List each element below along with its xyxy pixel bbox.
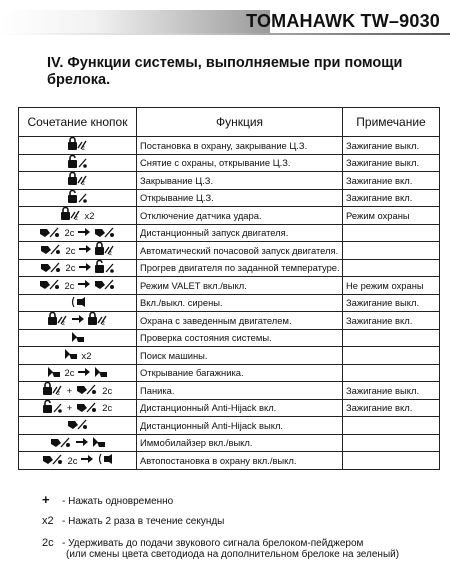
engine-icon bbox=[38, 277, 62, 293]
header-function: Функция bbox=[137, 108, 343, 137]
unlock-icon bbox=[42, 400, 64, 416]
button-combo-cell bbox=[19, 259, 137, 277]
note-cell bbox=[343, 242, 440, 260]
lock-icon bbox=[47, 312, 69, 328]
engine-icon bbox=[41, 452, 65, 468]
combo-modifier: + bbox=[66, 384, 73, 396]
lock-icon bbox=[42, 382, 64, 398]
function-cell: Вкл./выкл. сирены. bbox=[137, 294, 343, 312]
table-row bbox=[19, 242, 440, 260]
lock-icon bbox=[67, 172, 89, 188]
arrow-icon bbox=[75, 437, 89, 449]
trunk-icon bbox=[91, 435, 107, 451]
engine-icon bbox=[39, 242, 63, 258]
legend-item bbox=[42, 492, 173, 507]
combo-modifier: 2c bbox=[65, 262, 76, 274]
combo-modifier: 2c bbox=[64, 227, 75, 239]
note-cell: Зажигание выкл. bbox=[343, 382, 440, 400]
button-combo-cell bbox=[19, 399, 137, 417]
function-cell: Проверка состояния системы. bbox=[137, 329, 343, 347]
arrow-icon bbox=[80, 454, 94, 466]
combo-modifier: x2 bbox=[84, 209, 95, 221]
button-combo-cell bbox=[19, 224, 137, 242]
table-row bbox=[19, 312, 440, 330]
trunk-icon bbox=[63, 347, 79, 363]
table-body bbox=[19, 137, 440, 470]
function-cell: Постановка в охрану, закрывание Ц.З. bbox=[137, 137, 343, 155]
note-cell bbox=[343, 364, 440, 382]
function-cell: Паника. bbox=[137, 382, 343, 400]
arrow-icon bbox=[78, 262, 92, 274]
trunk-icon bbox=[46, 365, 62, 381]
svg-text:z: z bbox=[81, 146, 85, 152]
engine-icon bbox=[39, 260, 63, 276]
button-combo-cell bbox=[19, 242, 137, 260]
table-row bbox=[19, 259, 440, 277]
table-row bbox=[19, 207, 440, 225]
table-row bbox=[19, 277, 440, 295]
note-cell bbox=[343, 329, 440, 347]
note-cell: Зажигание выкл. bbox=[343, 154, 440, 172]
table-row bbox=[19, 434, 440, 452]
table-row bbox=[19, 364, 440, 382]
legend-text: - Нажать одновременно bbox=[62, 496, 174, 507]
engine-icon bbox=[66, 417, 90, 433]
function-cell: Открывание Ц.З. bbox=[137, 189, 343, 207]
unlock-icon bbox=[67, 155, 89, 171]
legend-item bbox=[42, 549, 399, 560]
siren-icon bbox=[96, 452, 114, 468]
button-combo-cell bbox=[19, 277, 137, 295]
header-gradient bbox=[0, 10, 270, 34]
function-cell: Закрывание Ц.З. bbox=[137, 172, 343, 190]
arrow-icon bbox=[78, 244, 92, 256]
svg-text:z: z bbox=[61, 321, 65, 327]
table-row bbox=[19, 399, 440, 417]
button-combo-cell bbox=[19, 347, 137, 365]
svg-text:z: z bbox=[74, 216, 78, 222]
function-cell: Режим VALET вкл./выкл. bbox=[137, 277, 343, 295]
button-combo-cell bbox=[19, 189, 137, 207]
function-cell: Прогрев двигателя по заданной температуре. bbox=[137, 259, 343, 277]
note-cell: Не режим охраны bbox=[343, 277, 440, 295]
function-cell: Дистанционный Anti-Hijack выкл. bbox=[137, 417, 343, 435]
function-cell: Иммобилайзер вкл./выкл. bbox=[137, 434, 343, 452]
note-cell: Зажигание выкл. bbox=[343, 137, 440, 155]
svg-text:z: z bbox=[81, 181, 85, 187]
button-combo-cell bbox=[19, 294, 137, 312]
lock-icon bbox=[60, 207, 82, 223]
svg-text:z: z bbox=[109, 251, 113, 257]
table-row bbox=[19, 452, 440, 470]
legend-item bbox=[42, 515, 224, 527]
combo-modifier: 2c bbox=[102, 384, 113, 396]
function-cell: Автоматический почасовой запуск двигателя. bbox=[137, 242, 343, 260]
engine-icon bbox=[93, 225, 117, 241]
header-bar bbox=[0, 6, 450, 36]
combo-modifier: 2c bbox=[102, 402, 113, 414]
function-cell: Открывание багажника. bbox=[137, 364, 343, 382]
combo-modifier: 2c bbox=[64, 279, 75, 291]
trunk-icon bbox=[93, 365, 109, 381]
function-cell: Отключение датчика удара. bbox=[137, 207, 343, 225]
table-row bbox=[19, 347, 440, 365]
button-combo-cell bbox=[19, 329, 137, 347]
note-cell: Режим охраны bbox=[343, 207, 440, 225]
unlock-icon bbox=[94, 260, 116, 276]
function-cell: Снятие с охраны, открывание Ц.З. bbox=[137, 154, 343, 172]
combo-modifier: 2c bbox=[67, 454, 78, 466]
svg-text:z: z bbox=[101, 321, 105, 327]
lock-icon bbox=[87, 312, 109, 328]
legend-key: 2c bbox=[42, 537, 54, 549]
header-combo: Сочетание кнопок bbox=[19, 108, 137, 137]
table-header-row bbox=[19, 108, 440, 137]
engine-icon bbox=[93, 277, 117, 293]
note-cell bbox=[343, 434, 440, 452]
svg-text:z: z bbox=[56, 391, 60, 397]
header-rule bbox=[0, 33, 450, 35]
table-row bbox=[19, 172, 440, 190]
combo-modifier: + bbox=[66, 402, 73, 414]
legend-text: - Нажать 2 раза в течение секунды bbox=[62, 516, 225, 527]
lock-icon bbox=[94, 242, 116, 258]
function-cell: Поиск машины. bbox=[137, 347, 343, 365]
button-combo-cell bbox=[19, 172, 137, 190]
note-cell: Зажигание вкл. bbox=[343, 189, 440, 207]
button-combo-cell bbox=[19, 207, 137, 225]
table-row bbox=[19, 137, 440, 155]
button-combo-cell bbox=[19, 312, 137, 330]
legend-text: - Удерживать до подачи звукового сигнала брелоком-пейджером bbox=[62, 538, 364, 549]
button-combo-cell bbox=[19, 417, 137, 435]
function-cell: Охрана с заведенным двигателем. bbox=[137, 312, 343, 330]
table-row bbox=[19, 329, 440, 347]
note-cell bbox=[343, 452, 440, 470]
button-combo-cell bbox=[19, 382, 137, 400]
table-row bbox=[19, 294, 440, 312]
lock-icon bbox=[67, 137, 89, 153]
combo-modifier: 2c bbox=[64, 367, 75, 379]
button-combo-cell bbox=[19, 137, 137, 155]
legend-key: + bbox=[42, 492, 50, 507]
engine-icon bbox=[75, 382, 99, 398]
arrow-icon bbox=[71, 314, 85, 326]
function-cell: Дистанционный Anti-Hijack вкл. bbox=[137, 399, 343, 417]
legend-text: (или смены цвета светодиода на дополнительном брелоке на зеленый) bbox=[66, 549, 400, 560]
engine-icon bbox=[75, 400, 99, 416]
legend-key: x2 bbox=[42, 515, 54, 527]
button-combo-cell bbox=[19, 434, 137, 452]
note-cell: Зажигание вкл. bbox=[343, 312, 440, 330]
function-cell: Автопостановка в охрану вкл./выкл. bbox=[137, 452, 343, 470]
engine-icon bbox=[38, 225, 62, 241]
header-note: Примечание bbox=[343, 108, 440, 137]
arrow-icon bbox=[77, 367, 91, 379]
table-row bbox=[19, 417, 440, 435]
note-cell bbox=[343, 224, 440, 242]
table-row bbox=[19, 154, 440, 172]
engine-icon bbox=[49, 435, 73, 451]
button-combo-cell bbox=[19, 364, 137, 382]
button-combo-cell bbox=[19, 154, 137, 172]
siren-icon bbox=[69, 295, 87, 311]
table-row bbox=[19, 382, 440, 400]
table-row bbox=[19, 189, 440, 207]
note-cell bbox=[343, 347, 440, 365]
combo-modifier: x2 bbox=[81, 349, 92, 361]
note-cell: Зажигание вкл. bbox=[343, 172, 440, 190]
legend-item bbox=[42, 537, 363, 549]
note-cell bbox=[343, 259, 440, 277]
product-title: TOMAHAWK TW–9030 bbox=[246, 11, 440, 31]
button-combo-cell bbox=[19, 452, 137, 470]
table-row bbox=[19, 224, 440, 242]
note-cell: Зажигание вкл. bbox=[343, 399, 440, 417]
note-cell: Зажигание выкл. bbox=[343, 294, 440, 312]
combo-modifier: 2c bbox=[65, 244, 76, 256]
unlock-icon bbox=[67, 190, 89, 206]
arrow-icon bbox=[77, 227, 91, 239]
note-cell bbox=[343, 417, 440, 435]
section-title: IV. Функции системы, выполняемые при помощи брелока. bbox=[47, 55, 403, 88]
functions-table bbox=[18, 107, 440, 470]
function-cell: Дистанционный запуск двигателя. bbox=[137, 224, 343, 242]
trunk-icon bbox=[70, 330, 86, 346]
arrow-icon bbox=[77, 279, 91, 291]
